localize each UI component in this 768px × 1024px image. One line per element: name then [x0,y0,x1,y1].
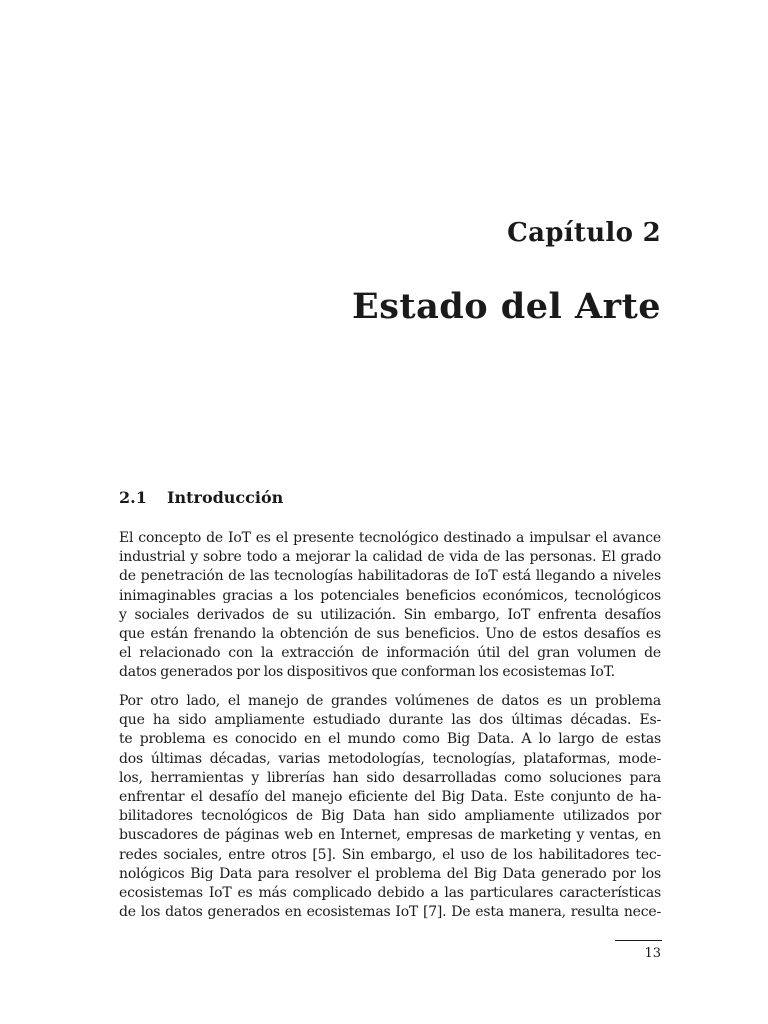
paragraph-line: bilitadores tecnológicos de Big Data han sido ampliamente utilizados por [119,808,661,825]
paragraph-line: Por otro lado, el manejo de grandes volúmenes de datos es un problema [119,693,661,709]
footer-rule [615,940,662,941]
paragraph-line: de penetración de las tecnologías habilitadoras de IoT está llegando a niveles [119,568,661,585]
paragraph-line: los, herramientas y librerías han sido desarrolladas como soluciones para [119,769,661,786]
section-title: Introducción [167,488,284,507]
paragraph-line: inimaginables gracias a los potenciales beneficios económicos, tecnológicos [119,587,661,604]
paragraph-line: ecosistemas IoT es más complicado debido a las particulares características [119,884,661,901]
chapter-label: Capítulo 2 [507,218,661,248]
paragraph-line: dos últimas décadas, varias metodologías, tecnologías, plataformas, mode- [119,750,661,767]
paragraph-line: el relacionado con la extracción de información útil del gran volumen de [119,645,661,662]
chapter-title: Estado del Arte [352,286,661,327]
paragraph-2 [119,692,661,922]
paragraph-line: industrial y sobre todo a mejorar la calidad de vida de las personas. El grado [119,549,661,566]
section-heading [119,488,283,507]
section-number: 2.1 [119,488,147,507]
paragraph-line: de los datos generados en ecosistemas IoT [7]. De esta manera, resulta nece- [119,904,661,921]
paragraph-line: nológicos Big Data para resolver el problema del Big Data generado por los [119,865,661,882]
paragraph-line: y sociales derivados de su utilización. Sin embargo, IoT enfrenta desafíos [119,606,661,623]
paragraph-1 [119,529,661,683]
paragraph-line: buscadores de páginas web en Internet, empresas de marketing y ventas, en [119,827,661,844]
paragraph-line: El concepto de IoT es el presente tecnológico destinado a impulsar el avance [119,530,661,546]
paragraph-line: que están frenando la obtención de sus beneficios. Uno de estos desafíos es [119,625,661,642]
paragraph-line: redes sociales, entre otros [5]. Sin embargo, el uso de los habilitadores tec- [119,846,661,863]
paragraph-line: que ha sido ampliamente estudiado durante las dos últimas décadas. Es- [119,712,661,729]
paragraph-line: te problema es conocido en el mundo como Big Data. A lo largo de estas [119,731,661,748]
paragraph-line: datos generados por los dispositivos que conforman los ecosistemas IoT. [119,664,615,681]
page-number: 13 [644,946,661,961]
paragraph-line: enfrentar el desafío del manejo eficiente del Big Data. Este conjunto de ha- [119,788,661,805]
